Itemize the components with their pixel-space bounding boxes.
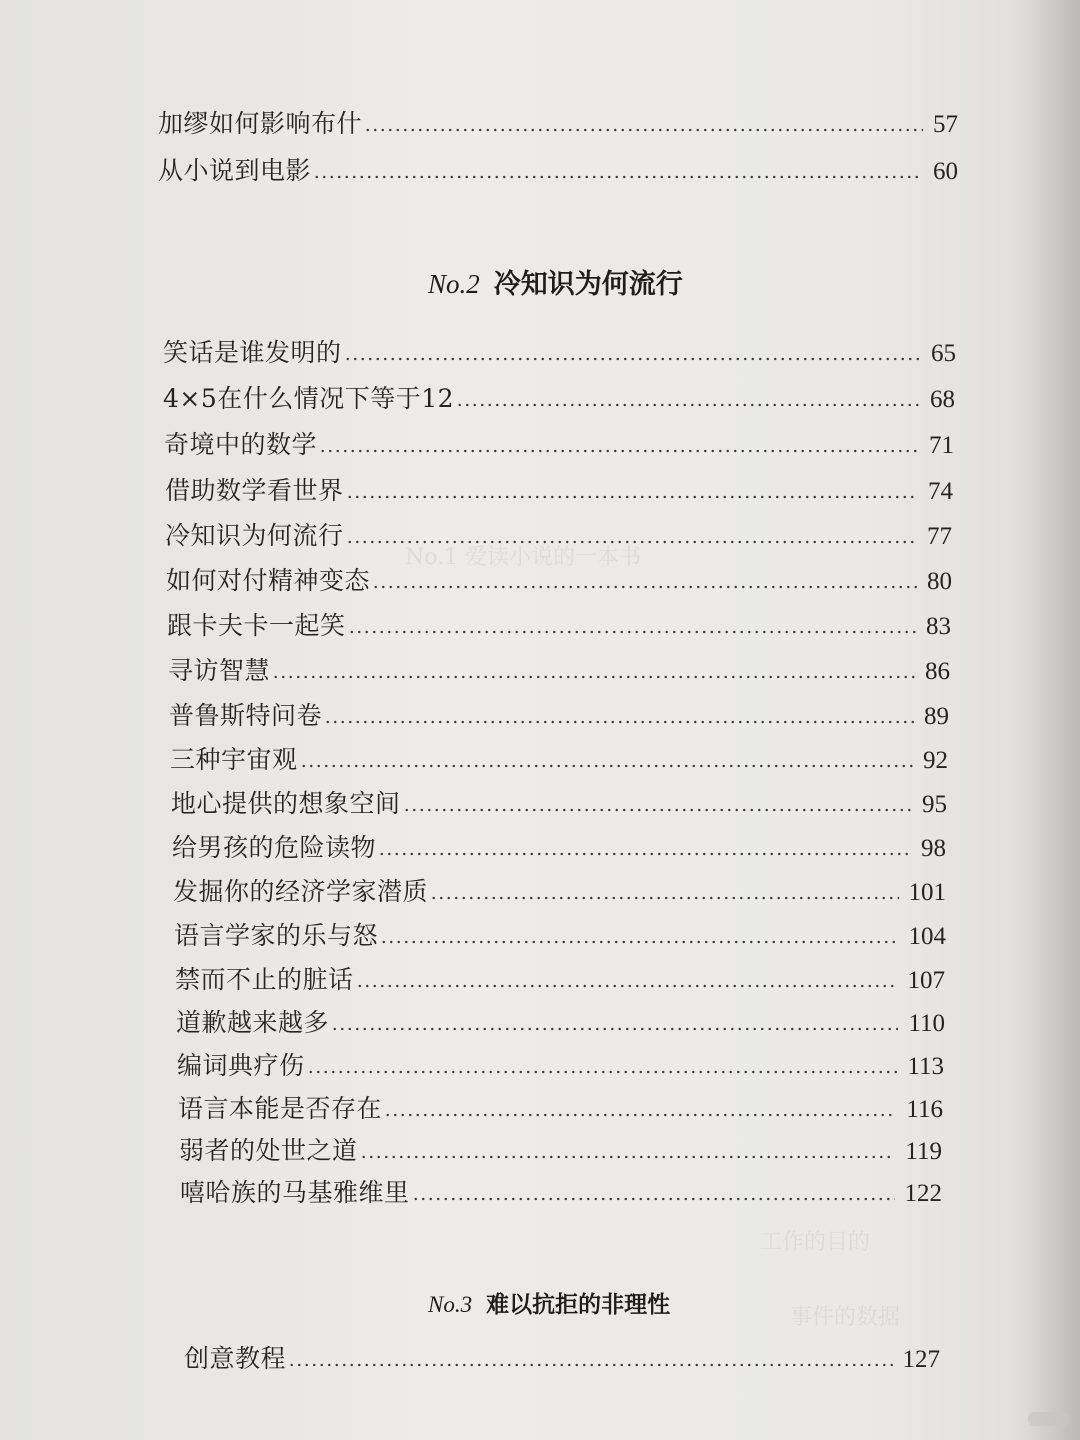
toc-entry-page: 89 [924, 703, 949, 730]
toc-leader-dots [288, 1363, 892, 1367]
toc-entry[interactable] [178, 1094, 943, 1125]
toc-leader-dots [356, 984, 898, 988]
section-number: No.3 [428, 1292, 473, 1317]
toc-entry-page: 77 [927, 523, 952, 550]
toc-leader-dots [384, 1113, 896, 1117]
toc-entry-title: 寻访智慧 [168, 656, 271, 685]
toc-leader-dots [364, 128, 923, 132]
toc-entry[interactable] [173, 877, 946, 908]
toc-entry-title: 语言学家的乐与怒 [174, 921, 379, 950]
toc-entry-page: 104 [908, 923, 946, 950]
toc-leader-dots [300, 764, 913, 768]
toc-entry-page: 107 [907, 967, 945, 994]
toc-entry-title: 跟卡夫卡一起笑 [167, 611, 346, 640]
bleed-through-text: 工作的目的 [760, 1230, 871, 1255]
toc-entry[interactable] [165, 476, 953, 507]
toc-entry[interactable] [164, 430, 954, 461]
toc-entry-title: 加缪如何影响布什 [158, 109, 363, 138]
toc-entry-page: 119 [905, 1138, 942, 1165]
toc-entry-title: 禁而不止的脏话 [175, 965, 354, 994]
toc-entry[interactable] [171, 789, 947, 820]
toc-entry-page: 98 [921, 835, 946, 862]
toc-leader-dots [360, 1155, 896, 1159]
toc-entry-title: 4×5在什么情况下等于12 [163, 384, 455, 413]
toc-entry[interactable] [174, 921, 946, 952]
page-edge-shadow [1010, 0, 1080, 1440]
toc-entry-page: 86 [925, 658, 950, 685]
toc-entry-title: 冷知识为何流行 [165, 521, 344, 550]
toc-leader-dots [348, 630, 916, 634]
toc-entry[interactable] [177, 1051, 944, 1082]
toc-entry-page: 80 [927, 568, 952, 595]
toc-entry-title: 道歉越来越多 [176, 1008, 330, 1037]
toc-entry[interactable] [172, 833, 946, 864]
toc-entry[interactable] [163, 338, 956, 369]
toc-leader-dots [456, 403, 920, 407]
toc-entry[interactable] [180, 1178, 942, 1209]
toc-entry-title: 地心提供的想象空间 [171, 789, 401, 818]
toc-entry-page: 95 [922, 791, 947, 818]
toc-entry[interactable] [168, 656, 950, 687]
toc-leader-dots [324, 720, 914, 724]
toc-entry-title: 奇境中的数学 [164, 430, 318, 459]
watermark-badge [1028, 1412, 1070, 1426]
section-title: 难以抗拒的非理性 [486, 1291, 671, 1318]
toc-leader-dots [344, 357, 921, 361]
toc-entry-title: 给男孩的危险读物 [172, 833, 377, 862]
section-number: No.2 [428, 269, 480, 299]
toc-entry-title: 弱者的处世之道 [179, 1136, 358, 1165]
toc-entry-page: 110 [908, 1010, 945, 1037]
section-heading [428, 262, 683, 301]
toc-entry-page: 116 [906, 1096, 943, 1123]
toc-entry-title: 借助数学看世界 [165, 476, 344, 505]
toc-entry-page: 113 [907, 1053, 944, 1080]
bleed-through-text: 事件的数据 [790, 1305, 901, 1330]
section-heading [428, 1286, 670, 1319]
toc-leader-dots [430, 896, 898, 900]
toc-entry[interactable] [179, 1136, 942, 1167]
toc-leader-dots [372, 585, 917, 589]
toc-entry-page: 83 [926, 613, 951, 640]
toc-leader-dots [313, 175, 923, 179]
toc-entry[interactable] [167, 611, 951, 642]
toc-entry[interactable] [176, 1008, 945, 1039]
toc-entry[interactable] [184, 1344, 940, 1375]
toc-entry-page: 68 [930, 386, 955, 413]
toc-leader-dots [380, 940, 898, 944]
toc-entry[interactable] [166, 566, 952, 597]
toc-leader-dots [403, 808, 912, 812]
toc-leader-dots [319, 449, 919, 453]
toc-entry[interactable] [163, 384, 955, 415]
toc-entry-page: 60 [933, 158, 958, 185]
toc-entry-page: 92 [923, 747, 948, 774]
toc-entry-page: 71 [929, 432, 954, 459]
toc-entry[interactable] [165, 521, 952, 552]
toc-entry-title: 嘻哈族的马基雅维里 [180, 1178, 410, 1207]
toc-leader-dots [378, 852, 911, 856]
section-title: 冷知识为何流行 [493, 269, 683, 300]
bleed-through-text: No.1 爱读小说的一本书 [405, 545, 642, 570]
toc-entry-title: 普鲁斯特问卷 [169, 701, 323, 730]
toc-entry-title: 编词典疗伤 [177, 1051, 305, 1080]
toc-entry-page: 127 [902, 1346, 940, 1373]
toc-entry-page: 65 [931, 340, 956, 367]
toc-entry[interactable] [169, 701, 949, 732]
toc-entry-title: 语言本能是否存在 [178, 1094, 383, 1123]
toc-leader-dots [346, 540, 917, 544]
toc-entry-title: 如何对付精神变态 [166, 566, 371, 595]
toc-leader-dots [307, 1070, 898, 1074]
toc-leader-dots [331, 1027, 898, 1031]
toc-entry[interactable] [175, 965, 945, 996]
toc-entry-page: 101 [908, 879, 946, 906]
toc-entry-page: 74 [928, 478, 953, 505]
toc-entry-title: 发掘你的经济学家潜质 [173, 877, 429, 906]
toc-entry[interactable] [158, 109, 958, 140]
toc-leader-dots [272, 675, 915, 679]
toc-entry-title: 创意教程 [184, 1344, 287, 1373]
toc-entry-title: 三种宇宙观 [170, 745, 298, 774]
toc-leader-dots [346, 495, 918, 499]
toc-entry-title: 笑话是谁发明的 [163, 338, 342, 367]
toc-entry-page: 57 [933, 111, 958, 138]
toc-entry[interactable] [170, 745, 948, 776]
toc-leader-dots [412, 1197, 895, 1201]
toc-entry-title: 从小说到电影 [158, 156, 312, 185]
toc-entry[interactable] [158, 156, 958, 187]
toc-entry-page: 122 [904, 1180, 942, 1207]
